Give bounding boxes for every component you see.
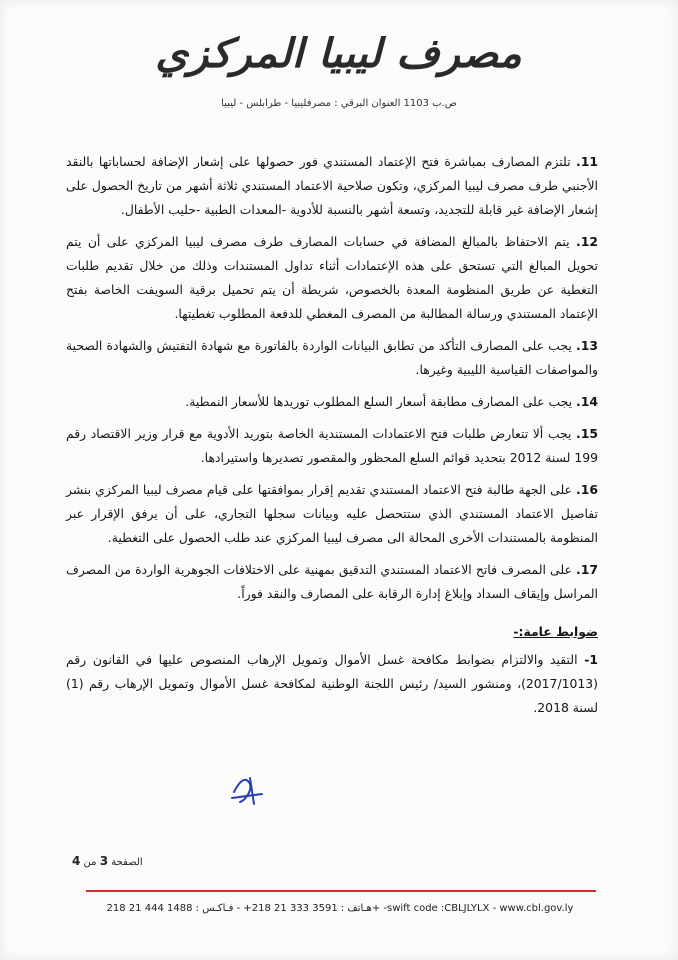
clause-text: يجب ألا تتعارض طلبات فتح الاعتمادات المستندية الخاصة بتوريد الأدوية مع قرار وزير الاقتصاد رقم 199 لسنة 2012 بتحديد قوائم السلع المحظور والمقصور تصديرها واستيرادها. [66,426,598,465]
clause-text: يجب على المصارف مطابقة أسعار السلع المطلوب توريدها للأسعار النمطية. [185,394,573,409]
clause-text: تلتزم المصارف بمباشرة فتح الإعتماد المستندي فور حصولها على إشعار الإضافة لحساباتها بالنقد الأجنبي طرف مصرف ليبيا المركزي، وتكون صلاحية الاعتماد المستندي ثلاثة أشهر من تاريخ الحصول على إشعار الإضافة غير قابلة للتجديد، وتسعة أشهر بالنسبة للأدوية -المعدات الطبية -حليب الأطفال. [66,154,598,217]
clause-number: 12. [576,234,598,249]
page-number [72,854,143,868]
clause-number: 16. [576,482,598,497]
clause-text: على المصرف فاتح الاعتماد المستندي التدقيق بمهنية على الاختلافات الجوهرية الواردة من المصرف المراسل وإيقاف السداد وإبلاغ إدارة الرقابة على المصارف والنقد فوراً. [66,562,598,601]
clause-text: يجب على المصارف التأكد من تطابق البيانات الواردة بالفاتورة مع شهادة التفتيش والشهادة الصحية والمواصفات القياسية الليبية وغيرها. [66,338,598,377]
clause-number: 13. [576,338,598,353]
clause-text: يتم الاحتفاظ بالمبالغ المضافة في حسابات المصارف طرف مصرف ليبيا المركزي على أن يتم تحويل المبالغ التي تستحق على هذه الإعتمادات أثناء تداول المستندات وذلك من خلال تقديم طلبات التغطية عن طريق المنظومة المعدة بالخصوص، شريطة أن يتم تحميل برقية السويفت الخاصة بفتح الإعتماد المستندي ورسالة المطالبة من المصرف المغطي للدفعة المطلوب تغطيتها. [66,234,598,321]
footer-contact: هـاتف : 3591 333 21 218+ - فـاكـس : 1488 444 21 218+ -swift code :CBLJLYLX - www.cbl.gov.ly [106,903,574,914]
clause-13 [66,334,598,382]
page-current: 3 [99,854,109,868]
page-of: من [83,857,97,868]
general-rules-title: ضوابط عامة:- [513,624,598,639]
clause-text: على الجهة طالبة فتح الاعتماد المستندي تقديم إقرار بموافقتها على قيام مصرف ليبيا المركزي بنشر تفاصيل الاعتماد المستندي الذي ستتحصل عليه وبيانات سجلها التجاري، على أن يرفق الإقرار عبر المنظومة بالمستندات الأخرى المحالة الى مصرف ليبيا المركزي عند طلب الحصول على التغطية. [66,482,598,545]
page-total: 4 [72,854,81,868]
rule-text: التقيد والالتزام بضوابط مكافحة غسل الأموال وتمويل الإرهاب المنصوص عليها في القانون رقم (2017/1013)، ومنشور السيد/ رئيس اللجنة الوطنية لمكافحة غسل الأموال وتمويل الإرهاب رقم (1) لسنة 2018. [66,652,598,715]
clause-17 [66,558,598,606]
clause-11 [66,150,598,222]
page-label: الصفحة [111,857,143,868]
clause-number: 14. [576,394,598,409]
clause-number: 11. [576,154,598,169]
document-body [66,150,598,728]
clause-number: 17. [576,562,598,577]
clause-14 [66,390,598,414]
clause-15 [66,422,598,470]
rule-number: 1- [584,652,598,667]
clause-number: 15. [576,426,598,441]
letterhead [0,30,678,77]
bank-logo: مصرف ليبيا المركزي [155,30,523,77]
clause-16 [66,478,598,550]
letterhead-address: ص.ب 1103 العنوان البرقي : مصرفليبيا - طرابلس - ليبيا [221,98,457,109]
clause-12 [66,230,598,326]
handwritten-initial [228,772,268,808]
footer-divider [86,890,596,892]
general-rule-1 [66,648,598,720]
